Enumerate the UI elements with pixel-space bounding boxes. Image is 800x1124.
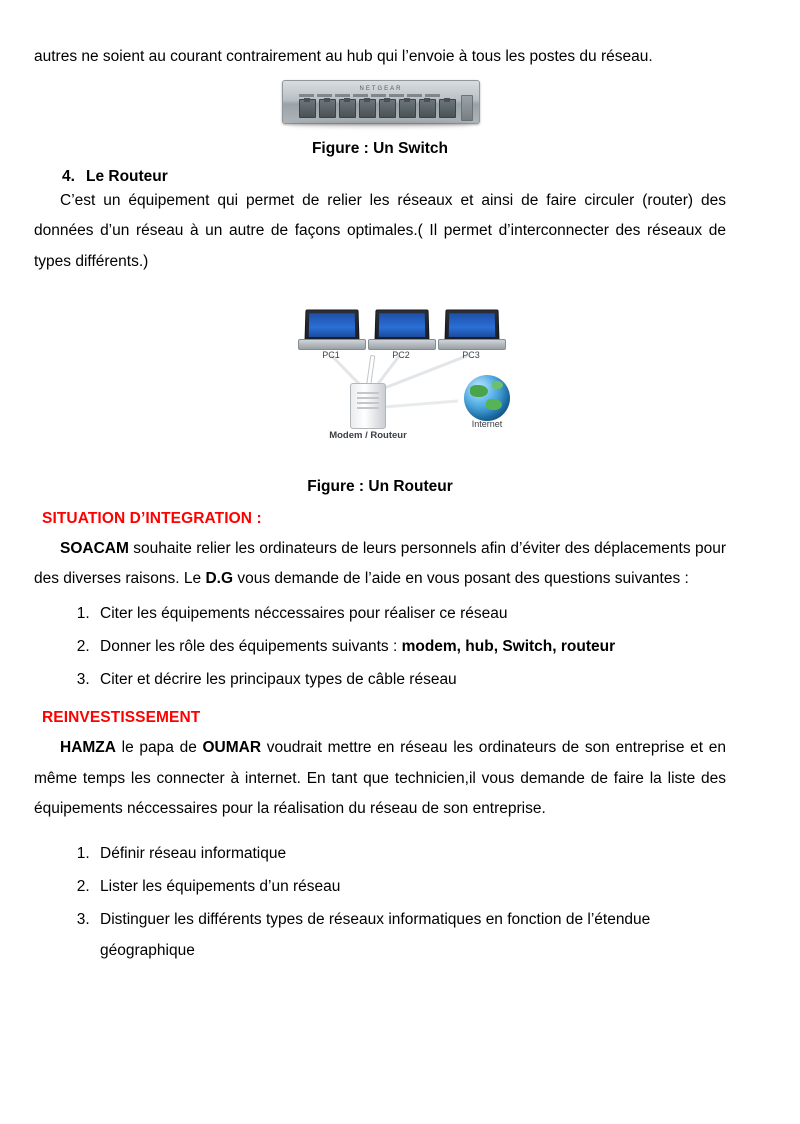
soacam-text-2: vous demande de l’aide en vous posant des questions suivantes : [233, 570, 689, 588]
hamza-bold: HAMZA [60, 739, 116, 757]
question-text: Donner les rôle des équipements suivants : [100, 638, 402, 656]
router-device [350, 383, 386, 429]
switch-port-row [299, 99, 456, 118]
reinvestissement-questions-list [34, 838, 726, 966]
soacam-text-1: souhaite relier les ordinateurs de leurs personnels afin d’éviter des déplacements pour des diverses raisons. Le [34, 539, 726, 588]
heading-label: Le Routeur [86, 168, 168, 186]
laptop-pc1 [298, 309, 364, 360]
internet-globe-icon [458, 375, 516, 427]
paragraph-hamza [34, 733, 726, 824]
section-title-reinvestissement: REINVESTISSEMENT [42, 709, 201, 727]
heading-number: 4. [62, 168, 75, 186]
figure-router-image [34, 297, 726, 472]
section-title-situation-integration: SITUATION D’INTEGRATION : [42, 509, 262, 527]
internet-label: Internet [471, 418, 503, 429]
paragraph-routeur-definition: C’est un équipement qui permet de relier les réseaux et ainsi de faire circuler (router) des données d’un réseau à un autre de façons optimales.( Il permet d’interconnecter des réseaux de types différents.) [34, 192, 726, 270]
paragraph-intro: autres ne soient au courant contrairement au hub qui l’envoie à tous les postes du réseau. [34, 48, 653, 65]
figure-switch-image [34, 76, 726, 134]
paragraph-soacam [34, 534, 726, 594]
soacam-bold: SOACAM [60, 539, 129, 557]
list-item: 1. Citer les équipements néccessaires pour réaliser ce réseau [94, 598, 726, 629]
laptop-pc3 [438, 309, 504, 360]
network-switch-illustration [282, 76, 478, 134]
laptop-pc1-label: PC1 [322, 349, 340, 360]
switch-power-port [461, 95, 473, 121]
switch-chassis [282, 80, 480, 124]
router-device-label: Modem / Routeur [329, 429, 407, 441]
oumar-bold: OUMAR [202, 739, 262, 757]
switch-shadow [288, 122, 472, 127]
heading-le-routeur [62, 168, 726, 186]
integration-questions-list [34, 598, 726, 695]
question-equipment-bold: modem, hub, Switch, routeur [401, 638, 616, 656]
switch-led-row [299, 94, 440, 97]
figure-switch-caption: Figure : Un Switch [311, 140, 449, 158]
hamza-text-1: le papa de [115, 739, 203, 757]
list-item: 3. Distinguer les différents types de réseaux informatiques en fonction de l’étendue géographique [94, 904, 726, 966]
document-content [34, 42, 726, 968]
laptop-pc2 [368, 309, 434, 360]
hamza-text-2: voudrait mettre en réseau les ordinateurs de son entreprise et en même temps les connecter à internet. En tant que technicien,il vous demande de faire la liste des équipements néccessaires pour la réalisation du réseau de son entreprise. [34, 739, 726, 817]
figure-router-caption: Figure : Un Routeur [307, 477, 453, 495]
laptop-pc2-label: PC2 [392, 349, 410, 360]
list-item: 1. Définir réseau informatique [94, 838, 726, 869]
laptop-pc3-label: PC3 [462, 349, 480, 360]
list-item: 3. Citer et décrire les principaux types de câble réseau [94, 664, 726, 695]
list-item [94, 631, 726, 662]
list-item: 2. Lister les équipements d’un réseau [94, 871, 726, 902]
dg-bold: D.G [205, 570, 234, 588]
switch-brand-label: NETGEAR [359, 86, 403, 93]
